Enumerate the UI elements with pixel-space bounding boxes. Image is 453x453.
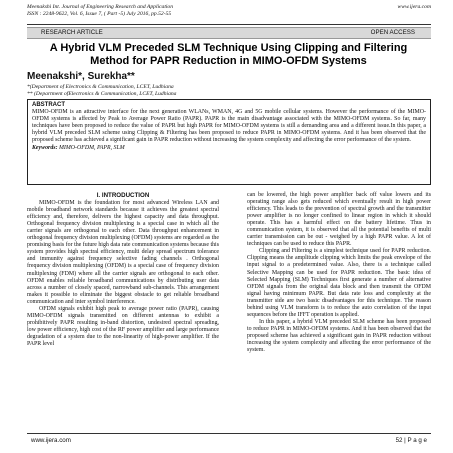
paper-authors: Meenakshi*, Surekha**: [27, 71, 135, 82]
access-label: OPEN ACCESS: [370, 29, 415, 36]
article-type-band: [27, 27, 431, 39]
abstract-box: [27, 99, 431, 185]
page-number: 52 | P a g e: [395, 437, 427, 444]
header-site: www.ijera.com: [397, 4, 431, 10]
affiliations: [27, 84, 176, 98]
journal-citation: [27, 4, 173, 18]
footer-site: www.ijera.com: [31, 437, 71, 444]
keywords-line: [32, 145, 426, 152]
paper-title: A Hybrid VLM Preceded SLM Technique Using Clipping and Filtering Method for PAPR Reduction in MIMO-OFDM Systems: [49, 42, 408, 67]
body-paragraph: can be lowered, the high power amplifier back off value lowers and its operating range also gets reduced which eventually result in high power efficiency. This leads to the prevention of spectral growth and the transmitter power amplifier is no longer confined to linear region in which it should operate. This has a harmful effect on the battery lifetime. Thus in communication system, it is observed that all the potential benefits of multi carrier transmission can be out - weighed by a high PAPR value. A lot of techniques can be used to reduce this PAPR.: [247, 192, 431, 248]
header-divider: [27, 24, 431, 25]
body-column-left: [27, 192, 219, 348]
body-paragraph: OFDM signals exhibit high peak to average power ratio (PAPR), causing MIMO-OFDM signals transmitted on different antennas to exhibit a prohibitively PAPR resulting in-band distortion, undesired spectral spreading, low power efficiency, high cost of the RF power amplifier and large performance degradation of a system due to the non-linearity of high-power amplifier. If the PAPR level: [27, 305, 219, 347]
abstract-text: MIMO-OFDM is an attractive interface for the next generation WLANs, WMAN, 4G and 5G mobile cellular systems. However the performance of the MIMO-OFDM systems is affected by Peak to Average Power Ratio (PAPR). PAPR is the main disadvantage associated with the MIMO-OFDM systems. So far, many techniques have been proposed to reduce the value of PAPR but high PAPR for MIMO-OFDM systems is still a demanding area and a different issue.In this paper, a hybrid VLM preceded SLM scheme using Clipping & Filtering has been proposed to reduce PAPR in MIMO-OFDM systems. And it has been observed that the proposed scheme has achieved a significant gain in PAPR reduction without increasing the system complexity and affecting the error performance of the system.: [32, 109, 426, 144]
section-heading: I. INTRODUCTION: [96, 192, 150, 199]
keywords-value: MIMO-OFDM, PAPR, SLM: [59, 144, 125, 151]
footer-divider: [27, 433, 431, 434]
keywords-label: Keywords:: [32, 144, 58, 151]
article-type-label: RESEARCH ARTICLE: [41, 29, 103, 36]
journal-issn: ISSN : 2248-9622, Vol. 6, Issue 7, ( Part -5) July 2016, pp.52-55: [27, 11, 172, 17]
body-column-right: [247, 192, 431, 354]
journal-name: Meenakshi Int. Journal of Engineering Research and Application: [27, 4, 174, 10]
body-paragraph: MIMO-OFDM is the foundation for most advanced Wireless LAN and mobile broadband network standards because it achieves the greatest spectral efficiency and, therefore, delivers the highest capacity and data throughput. Orthogonal frequency division multiplexing is a special case in which all the carrier signals are orthogonal to each other. Data throughput enhancement in orthogonal frequency division multiplexing (OFDM) systems are regarded as the promising basis for the future high data rate communication systems because this system provides high spectral efficiency, multi delay spread spectrum tolerance and immunity against frequency selective fading channels . Orthogonal frequency division multiplexing (OFDM) is a special case of frequency division multiplexing (FDM) where all the carrier signals are orthogonal to each other. OFDM enables reliable broadband communications by distributing user data across a number of closely spaced, narrowband sub-channels. This arrangement makes it possible to eliminate the biggest obstacle to get reliable broadband communication and inter symbol interference.: [27, 200, 219, 305]
affiliation-1: *(Department of Electronics & Communication, LCET, Ludhiana: [27, 84, 174, 90]
abstract-heading: ABSTRACT: [32, 102, 65, 108]
body-paragraph: In this paper, a hybrid VLM preceded SLM scheme has been proposed to reduce PAPR in MIMO-OFDM systems. And it has been observed that the proposed scheme has achieved a significant gain in PAPR reduction without increasing the system complexity and affecting the error performance of the system.: [247, 318, 431, 354]
affiliation-2: ** (Department ofElectronics & Communication, LCET, Ludhiana: [27, 91, 177, 97]
body-paragraph: Clipping and Filtering is a simplest technique used for PAPR reduction. Clipping means the amplitude clipping which limits the peak envelope of the input signal to a predetermined value. Also, there is a technique called Selective Mapping can be used for PAPR reduction. The basic idea of Selected Mapping (SLM) Techniques first generate a number of alternative OFDM signals from the original data block and then transmit the OFDM signal having minimum PAPR. But data rate loss and complexity at the transmitter side are two basic disadvantages for this technique. The reason behind using VLM transform is to reduce the auto correlation of the input sequences before the IFFT operation is applied.: [247, 248, 431, 318]
